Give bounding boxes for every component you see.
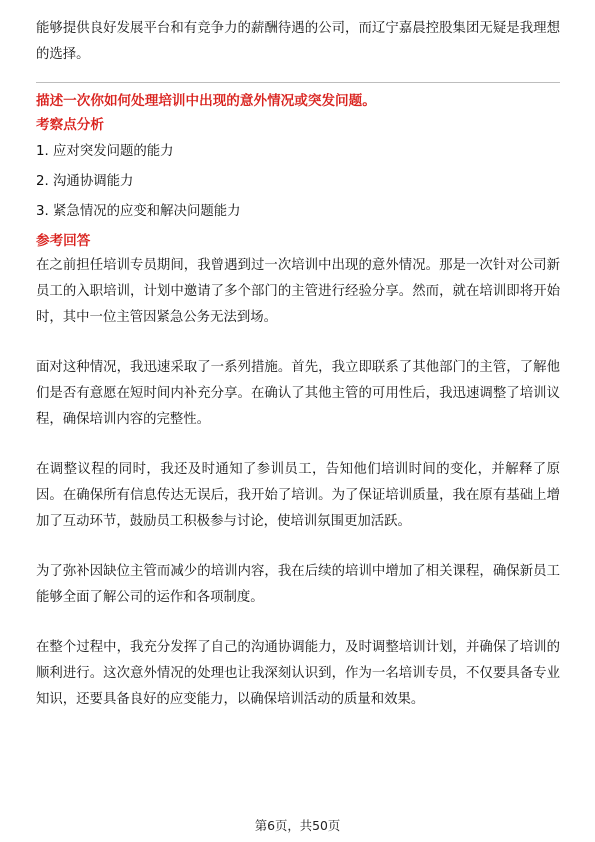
- document-page: [36, 16, 560, 713]
- analysis-title: 考察点分析: [36, 117, 104, 133]
- page-number: 第6页，共50页: [254, 818, 341, 833]
- analysis-point: 3. 紧急情况的应变和解决问题能力: [36, 204, 241, 219]
- answer-paragraph: 在整个过程中，我充分发挥了自己的沟通协调能力，及时调整培训计划，并确保了培训的顺利进行。这次意外情况的处理也让我深刻认识到，作为一名培训专员，不仅要具备专业知识，还要具备良好的应变能力，以确保培训活动的质量和效果。: [36, 640, 560, 707]
- answer-paragraph: 在调整议程的同时，我还及时通知了参训员工，告知他们培训时间的变化，并解释了原因。在确保所有信息传达无误后，我开始了培训。为了保证培训质量，我在原有基础上增加了互动环节，鼓励员工积极参与讨论，使培训氛围更加活跃。: [36, 462, 560, 529]
- answer-title: 参考回答: [36, 233, 91, 249]
- answer-body: [36, 253, 560, 713]
- answer-paragraph: 在之前担任培训专员期间，我曾遇到过一次培训中出现的意外情况。那是一次针对公司新员工的入职培训，计划中邀请了多个部门的主管进行经验分享。然而，就在培训即将开始时，其中一位主管因紧急公务无法到场。: [36, 258, 560, 325]
- answer-paragraph: 面对这种情况，我迅速采取了一系列措施。首先，我立即联系了其他部门的主管，了解他们是否有意愿在短时间内补充分享。在确认了其他主管的可用性后，我迅速调整了培训议程，确保培训内容的完整性。: [36, 360, 560, 427]
- question-heading: 描述一次你如何处理培训中出现的意外情况或突发问题。: [36, 93, 376, 109]
- intro-paragraph: 能够提供良好发展平台和有竞争力的薪酬待遇的公司，而辽宁嘉晨控股集团无疑是我理想的选择。: [36, 21, 560, 62]
- answer-paragraph: 为了弥补因缺位主管而减少的培训内容，我在后续的培训中增加了相关课程，确保新员工能够全面了解公司的运作和各项制度。: [36, 564, 560, 605]
- analysis-point: 2. 沟通协调能力: [36, 174, 134, 189]
- analysis-point: 1. 应对突发问题的能力: [36, 144, 174, 159]
- analysis-list: [36, 137, 560, 227]
- section-divider: [36, 82, 560, 83]
